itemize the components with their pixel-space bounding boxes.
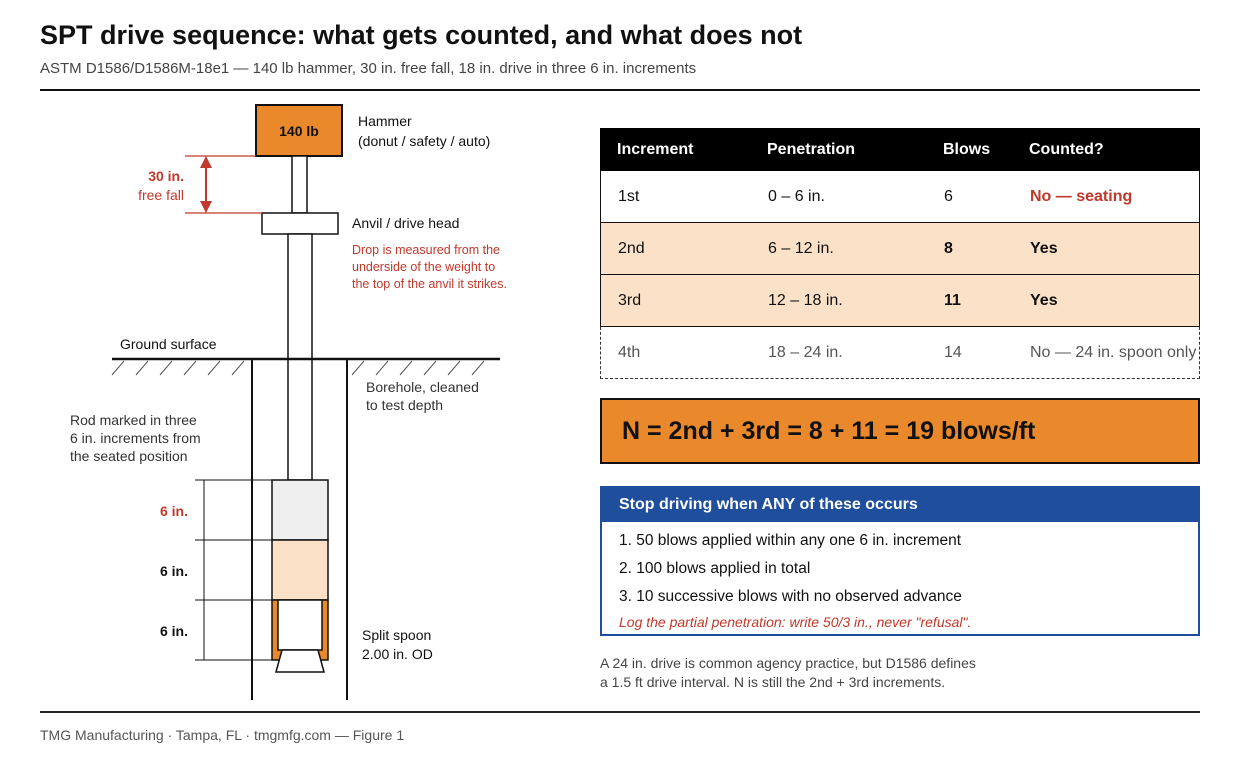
row-blows: 11 — [944, 291, 961, 309]
rod-label-line-3: the seated position — [70, 448, 188, 464]
row-increment: 3rd — [618, 291, 642, 309]
row-counted: No — 24 in. spoon only — [1030, 343, 1197, 361]
row-penetration: 12 – 18 in. — [768, 291, 843, 309]
agency-note-line-2: a 1.5 ft drive interval. N is still the 2nd + 3rd increments. — [600, 674, 946, 690]
drop-note-line-2: underside of the weight to — [352, 260, 496, 274]
fall-arrow-up-icon — [200, 156, 212, 168]
spt-diagram — [0, 90, 560, 710]
header-increment: Increment — [617, 140, 694, 158]
increment-2-label: 6 in. — [159, 563, 188, 579]
spoon-label-line-2: 2.00 in. OD — [362, 646, 433, 662]
hammer-type-label: (donut / safety / auto) — [358, 133, 491, 149]
page-subtitle: ASTM D1586/D1586M-18e1 — 140 lb hammer, 30 in. free fall, 18 in. drive in three 6 in. increments — [40, 60, 697, 77]
page-title: SPT drive sequence: what gets counted, and what does not — [40, 20, 803, 50]
header-counted: Counted? — [1029, 140, 1104, 158]
stop-criteria-title: Stop driving when ANY of these occurs — [602, 488, 1198, 522]
blow-count-table — [600, 128, 1200, 379]
fall-arrow-down-icon — [200, 201, 212, 213]
borehole-label-line-2: to test depth — [366, 397, 444, 413]
table-row — [600, 327, 1200, 379]
row-counted: Yes — [1030, 239, 1058, 257]
guide-rod — [292, 156, 307, 213]
drop-note-line-1: Drop is measured from the — [352, 243, 500, 257]
drive-shoe — [276, 650, 324, 672]
drop-note-line-3: the top of the anvil it strikes. — [352, 277, 507, 291]
n-value-formula: N = 2nd + 3rd = 8 + 11 = 19 blows/ft — [600, 398, 1200, 464]
spoon-label-line-1: Split spoon — [362, 627, 432, 643]
seating-increment-segment — [272, 480, 328, 540]
borehole-label-line-1: Borehole, cleaned — [366, 379, 479, 395]
row-increment: 4th — [618, 343, 641, 361]
table-row — [600, 275, 1200, 327]
stop-criterion-item: 1. 50 blows applied within any one 6 in. increment — [619, 532, 962, 549]
table-row — [600, 223, 1200, 275]
row-blows: 6 — [944, 187, 953, 205]
drill-rod — [288, 234, 312, 480]
fall-label: free fall — [138, 187, 184, 203]
second-increment-segment — [272, 540, 328, 600]
header-penetration: Penetration — [767, 140, 856, 158]
hammer-label: Hammer — [358, 113, 412, 129]
footer-divider — [40, 711, 1200, 713]
row-increment: 2nd — [618, 239, 645, 257]
row-counted: Yes — [1030, 291, 1058, 309]
header-blows: Blows — [943, 140, 991, 158]
rod-label-line-2: 6 in. increments from — [70, 430, 201, 446]
anvil-label: Anvil / drive head — [352, 215, 460, 231]
row-penetration: 6 – 12 in. — [768, 239, 834, 257]
split-spoon-barrel — [278, 600, 322, 650]
hammer-weight-label: 140 lb — [279, 123, 319, 139]
stop-criteria-note: Log the partial penetration: write 50/3 in., never "refusal". — [619, 614, 972, 630]
increment-markers — [195, 480, 272, 660]
ground-surface-label: Ground surface — [120, 336, 217, 352]
row-increment: 1st — [618, 187, 640, 205]
fall-value: 30 in. — [148, 168, 184, 184]
row-penetration: 0 – 6 in. — [768, 187, 825, 205]
stop-criterion-item: 2. 100 blows applied in total — [619, 560, 811, 577]
agency-note-line-1: A 24 in. drive is common agency practice, but D1586 defines — [600, 655, 976, 671]
row-penetration: 18 – 24 in. — [768, 343, 843, 361]
row-blows: 8 — [944, 239, 953, 257]
row-counted: No — seating — [1030, 187, 1133, 205]
row-blows: 14 — [944, 343, 962, 361]
agency-practice-note — [600, 654, 976, 692]
table-header-row — [600, 128, 1200, 171]
table-row — [600, 171, 1200, 223]
anvil — [262, 213, 338, 234]
stop-criterion-item: 3. 10 successive blows with no observed advance — [619, 588, 962, 605]
increment-1-label: 6 in. — [159, 503, 188, 519]
rod-label-line-1: Rod marked in three — [70, 412, 197, 428]
stop-criteria-box — [600, 486, 1200, 636]
footer-credit: TMG Manufacturing · Tampa, FL · tmgmfg.com — Figure 1 — [40, 727, 405, 743]
increment-3-label: 6 in. — [159, 623, 188, 639]
